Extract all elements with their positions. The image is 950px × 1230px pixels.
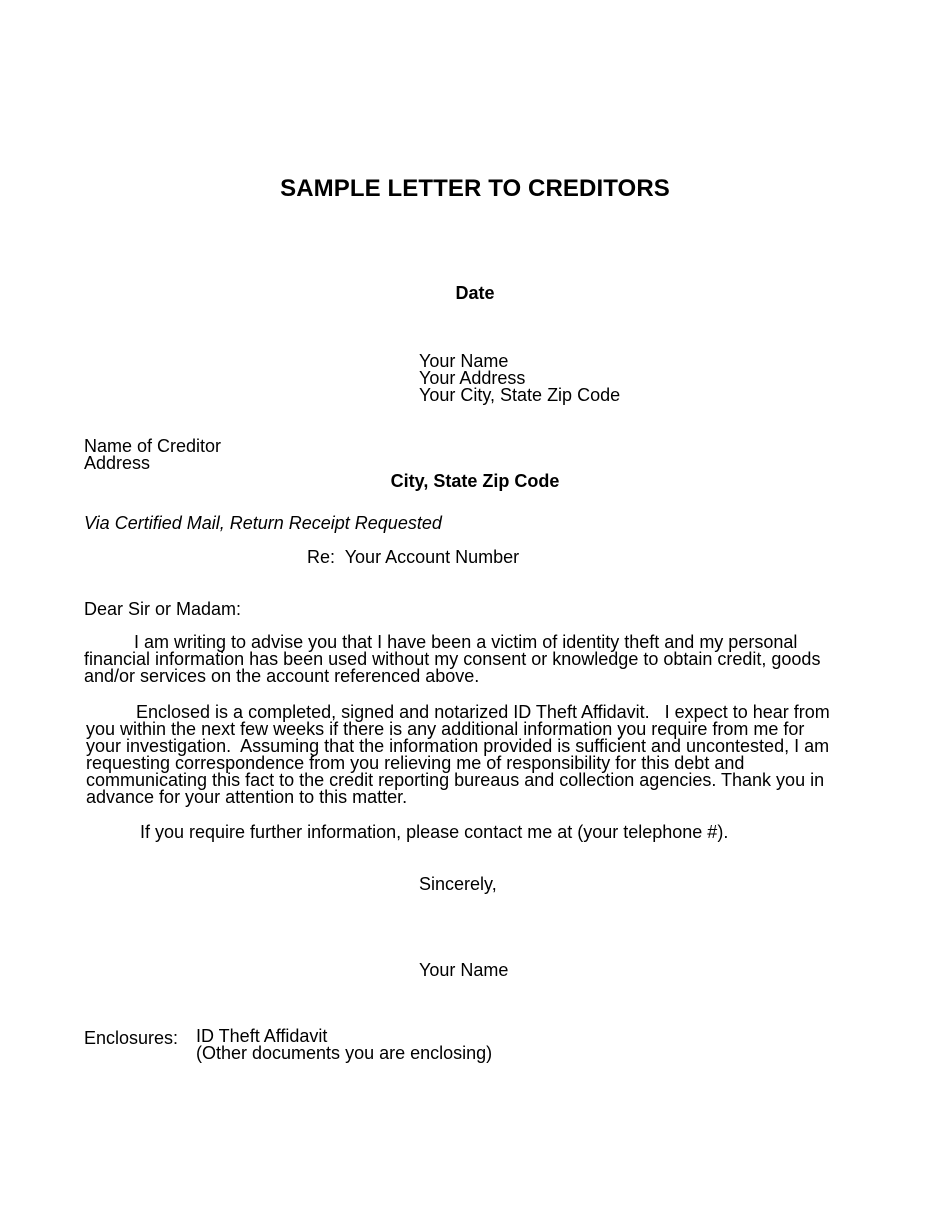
- body-paragraph-3: If you require further information, please contact me at (your telephone #).: [140, 822, 729, 842]
- paragraph-line: and/or services on the account referenced above.: [84, 666, 480, 686]
- creditor-city-state-zip: City, State Zip Code: [390, 471, 560, 491]
- paragraph-line: requesting correspondence from you relieving me of responsibility for this debt and: [86, 753, 745, 773]
- body-paragraph-2: [86, 704, 876, 806]
- sender-address-block: [419, 353, 620, 404]
- enclosure-item: (Other documents you are enclosing): [196, 1043, 493, 1063]
- body-paragraph-1: [84, 634, 874, 685]
- enclosures-list: [196, 1028, 492, 1062]
- paragraph-line: Enclosed is a completed, signed and notarized ID Theft Affidavit. I expect to hear from: [86, 702, 830, 722]
- paragraph-line: advance for your attention to this matter.: [86, 787, 408, 807]
- paragraph-line: I am writing to advise you that I have been a victim of identity theft and my personal: [84, 632, 798, 652]
- closing: Sincerely,: [419, 874, 497, 894]
- sender-city-state-zip: Your City, State Zip Code: [419, 385, 621, 405]
- letter-date: Date: [455, 283, 495, 303]
- reference-line: Re: Your Account Number: [307, 547, 520, 567]
- sender-address: Your Address: [419, 368, 526, 388]
- sender-name: Your Name: [419, 351, 509, 371]
- salutation: Dear Sir or Madam:: [84, 599, 242, 619]
- paragraph-line: you within the next few weeks if there is any additional information you require from me for: [86, 719, 805, 739]
- creditor-address: Address: [84, 453, 151, 473]
- enclosures-label: Enclosures:: [84, 1028, 179, 1048]
- delivery-method: Via Certified Mail, Return Receipt Requested: [84, 513, 442, 533]
- enclosure-item: ID Theft Affidavit: [196, 1026, 328, 1046]
- paragraph-line: financial information has been used without my consent or knowledge to obtain credit, goods: [84, 649, 821, 669]
- paragraph-line: communicating this fact to the credit reporting bureaus and collection agencies. Thank you in: [86, 770, 825, 790]
- document-title: SAMPLE LETTER TO CREDITORS: [280, 175, 670, 202]
- creditor-address-block: [84, 438, 221, 472]
- creditor-name: Name of Creditor: [84, 436, 222, 456]
- paragraph-line: your investigation. Assuming that the information provided is sufficient and uncontested, I am: [86, 736, 830, 756]
- signature-name: Your Name: [419, 960, 509, 980]
